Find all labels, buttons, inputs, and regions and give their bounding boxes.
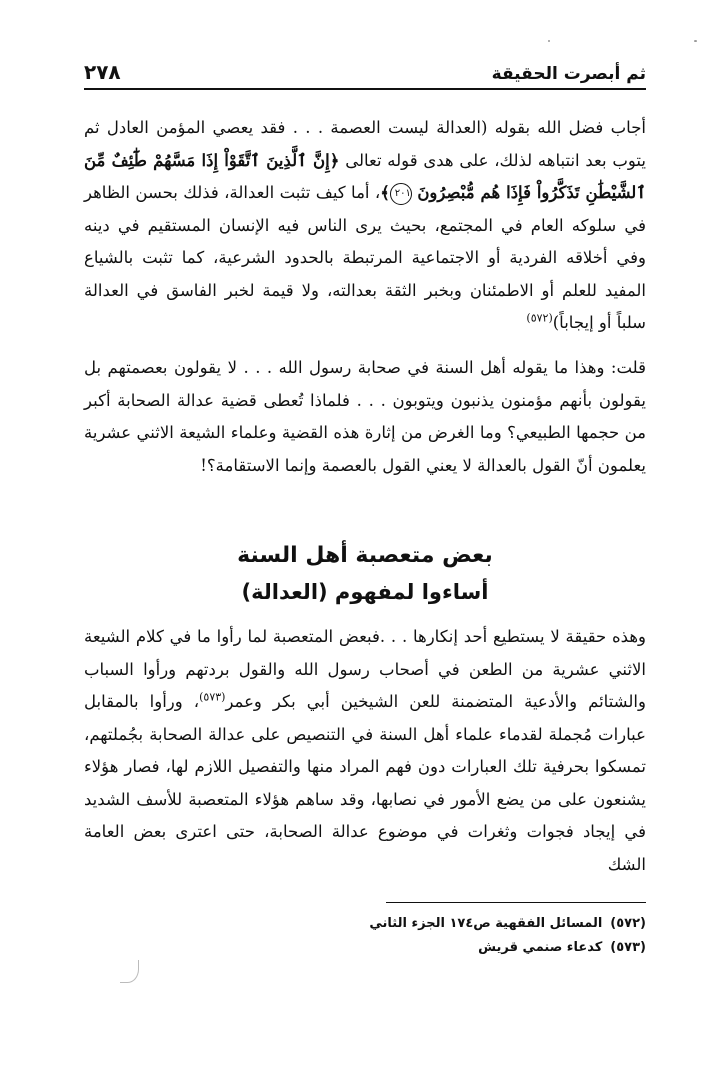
book-title: ثم أبصرت الحقيقة bbox=[491, 64, 646, 84]
paragraph-3-text-b: ، ورأوا بالمقابل عبارات مُجملة لقدماء علماء أهل السنة في التنصيص على عدالة الصحابة بجُملتهم، تمسكوا بحرفية تلك العبارات دون فهم المراد منها والتفصيل اللازم لها، فصار هؤلاء يشنعون على من يضع الأمور في نصابها، وقد ساهم هؤلاء المتعصبة للأسف الشديد في إيجاد فجوات وثغرات في موضوع عدالة الصحابة، حتى اعترى بعض العامة الشك bbox=[84, 692, 646, 874]
scan-speck bbox=[548, 40, 550, 42]
footnote-ref-573[interactable]: (٥٧٣) bbox=[199, 690, 226, 704]
paragraph-2: قلت: وهذا ما يقوله أهل السنة في صحابة رسول الله . . . لا يقولون بعصمتهم بل يقولون بأنهم مؤمنون يذنبون ويتوبون . . . فلماذا تُعطى قضية عدالة الصحابة أكبر من حجمها الطبيعي؟ وما الغرض من إثارة هذه القضية وعلماء الشيعة الاثني عشرية يعلمون أنّ القول بالعدالة لا يعني القول بالعصمة وإنما الاستقامة؟! bbox=[84, 358, 646, 475]
quran-open-bracket: ﴿ bbox=[329, 150, 340, 170]
quran-close-bracket: ﴾ bbox=[380, 183, 390, 202]
running-header bbox=[84, 56, 646, 90]
footnote-text: المسائل الفقهية ص١٧٤ الجزء الثاني bbox=[369, 916, 603, 931]
ayah-number-marker: ٢٠١ bbox=[390, 183, 412, 205]
paragraph-1-text-a: أجاب فضل الله بقوله (العدالة ليست العصمة . . . فقد يعصي المؤمن العادل ثم يتوب بعد انتباهه لذلك، على هدى قوله تعالى bbox=[84, 118, 646, 170]
paragraph-1-text-b: ، أما كيف تثبت العدالة، فذلك بحسن الظاهر في سلوكه العام في المجتمع، بحيث يرى الناس فيه الإنسان المستقيم في دينه وفي أخلاقه الفردية أو الاجتماعية المرتبطة بالحدود الشرعية، كما تثبت بالشياع المفيد للعلم أو الاطمئنان وبخبر الثقة بعدالته، ولا قيمة لخبر الفاسق في العدالة سلباً أو إيجاباً) bbox=[84, 183, 646, 332]
section-heading-line-1: بعض متعصبة أهل السنة bbox=[237, 543, 493, 568]
quran-verse: إِنَّ ٱلَّذِينَ ٱتَّقَوْاْ إِذَا مَسَّهُمْ طَٰٓئِفٌ مِّنَ ٱلشَّيْطَٰنِ تَذَكَّرُواْ فَإِذَا هُم مُّبْصِرُونَ bbox=[84, 150, 647, 202]
footnote-divider bbox=[386, 902, 646, 903]
footnote-item bbox=[84, 936, 646, 960]
footnote-item bbox=[84, 912, 646, 936]
section-heading-line-2: أساءوا لمفهوم (العدالة) bbox=[241, 580, 489, 604]
footnote-ref-572[interactable]: (٥٧٢) bbox=[526, 311, 553, 325]
paragraph-3-text-a: وهذه حقيقة لا يستطيع أحد إنكارها . . .فبعض المتعصبة لما رأوا ما في كلام الشيعة الاثني عشرية من الطعن في أصحاب رسول الله والقول بردتهم ورأوا السباب والشتائم والأدعية المتضمنة للعن الشيخين أبي بكر وعمر bbox=[84, 627, 646, 711]
footnote-text: كدعاء صنمي قريش bbox=[478, 940, 603, 955]
paragraph-1 bbox=[84, 112, 646, 340]
paragraph-3 bbox=[84, 621, 646, 881]
footnotes-list bbox=[84, 912, 646, 960]
section-heading bbox=[84, 538, 646, 610]
footnote-number: (٥٧٣) bbox=[610, 940, 646, 955]
margin-pencil-mark bbox=[120, 960, 139, 983]
page-number: ٢٧٨ bbox=[84, 60, 121, 84]
footnote-number: (٥٧٢) bbox=[610, 916, 646, 931]
scan-speck bbox=[694, 40, 697, 42]
